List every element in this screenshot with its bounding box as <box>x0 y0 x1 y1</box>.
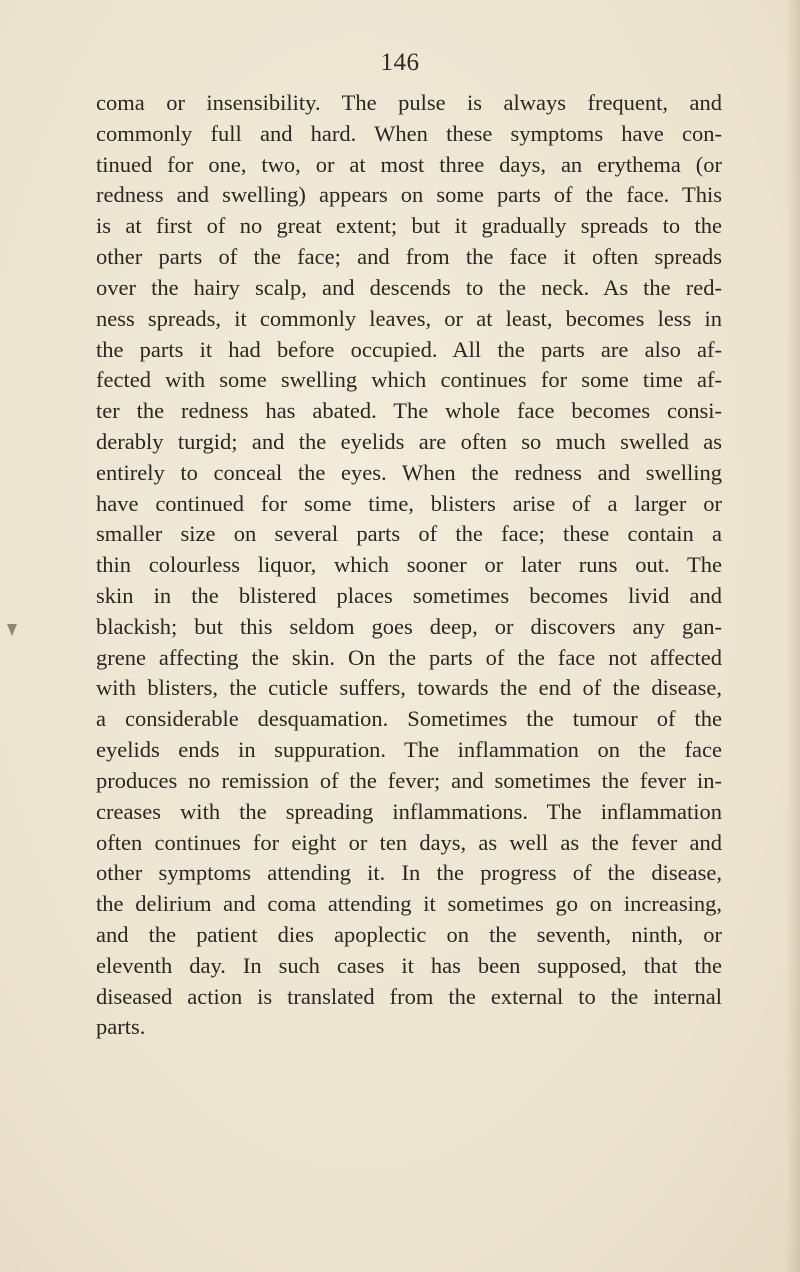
body-text <box>96 88 722 1043</box>
text-line: commonly full and hard. When these symptoms have con- <box>96 120 722 146</box>
text-line: with blisters, the cuticle suffers, towards the end of the disease, <box>96 675 722 701</box>
page-number: 146 <box>380 49 420 76</box>
text-line: other symptoms attending it. In the progress of the disease, <box>96 860 722 886</box>
text-line: the delirium and coma attending it sometimes go on increasing, <box>96 891 722 917</box>
text-line: redness and swelling) appears on some parts of the face. This <box>96 182 722 208</box>
text-line: parts. <box>96 1014 146 1040</box>
text-line: tinued for one, two, or at most three days, an erythema (or <box>96 151 722 177</box>
text-line: ter the redness has abated. The whole face becomes consi- <box>96 398 722 424</box>
text-line: ness spreads, it commonly leaves, or at least, becomes less in <box>96 305 722 331</box>
text-line: is at first of no great extent; but it gradually spreads to the <box>96 213 722 239</box>
text-line: other parts of the face; and from the face it often spreads <box>96 244 722 270</box>
text-line: entirely to conceal the eyes. When the redness and swelling <box>96 459 722 485</box>
text-line: produces no remission of the fever; and sometimes the fever in- <box>96 767 722 793</box>
text-line: a considerable desquamation. Sometimes the tumour of the <box>96 706 722 732</box>
page-edge-shadow <box>786 0 800 1272</box>
text-line: skin in the blistered places sometimes becomes livid and <box>96 583 722 608</box>
text-line: creases with the spreading inflammations. The inflammation <box>96 798 722 824</box>
text-line: fected with some swelling which continues for some time af- <box>96 367 722 393</box>
text-line: grene affecting the skin. On the parts of the face not affected <box>96 644 722 670</box>
text-line: coma or insensibility. The pulse is always frequent, and <box>96 90 722 115</box>
text-line: the parts it had before occupied. All the parts are also af- <box>96 336 722 362</box>
text-line: and the patient dies apoplectic on the seventh, ninth, or <box>96 921 722 947</box>
text-line: derably turgid; and the eyelids are often so much swelled as <box>96 428 722 454</box>
text-line: often continues for eight or ten days, as well as the fever and <box>96 829 722 855</box>
text-line: blackish; but this seldom goes deep, or discovers any gan- <box>96 613 722 639</box>
text-line: smaller size on several parts of the face; these contain a <box>96 521 722 547</box>
margin-mark <box>7 624 17 636</box>
text-line: eleventh day. In such cases it has been supposed, that the <box>96 952 722 978</box>
text-line: eyelids ends in suppuration. The inflammation on the face <box>96 737 722 763</box>
text-line: have continued for some time, blisters arise of a larger or <box>96 490 722 516</box>
text-line: thin colourless liquor, which sooner or later runs out. The <box>96 552 722 578</box>
text-line: diseased action is translated from the external to the internal <box>96 983 722 1009</box>
text-line: over the hairy scalp, and descends to the neck. As the red- <box>96 274 722 300</box>
